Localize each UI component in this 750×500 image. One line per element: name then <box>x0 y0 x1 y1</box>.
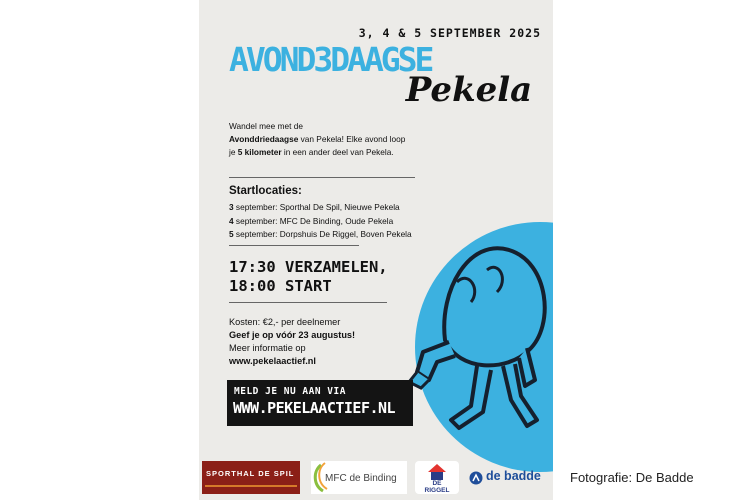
locations-list <box>229 201 412 242</box>
sponsor-name: SPORTHAL DE SPIL <box>206 469 295 478</box>
costs-info <box>229 316 355 368</box>
divider <box>229 302 387 303</box>
sponsor-name: de badde <box>486 469 541 483</box>
event-dates: 3, 4 & 5 SEPTEMBER 2025 <box>358 26 541 40</box>
register-deadline: Geef je op vóór 23 augustus! <box>229 330 356 340</box>
sponsor-logo-de-badde <box>469 461 547 494</box>
walking-figure-illustration <box>399 230 553 440</box>
gather-time: 17:30 VERZAMELEN, <box>229 258 388 276</box>
photo-credit: Fotografie: De Badde <box>570 470 694 485</box>
location-item: 4 september: MFC De Binding, Oude Pekela <box>229 215 394 226</box>
event-poster <box>199 0 553 500</box>
locations-heading: Startlocaties: <box>229 185 302 197</box>
event-subtitle: Pekela <box>405 70 533 110</box>
divider <box>229 177 415 178</box>
sponsor-logo-mfc-de-binding <box>311 461 407 494</box>
website-link[interactable]: www.pekelaactief.nl <box>229 356 316 366</box>
start-time: 18:00 START <box>229 277 332 295</box>
cta-heading: MELD JE NU AAN VIA <box>234 386 346 397</box>
cta-url: WWW.PEKELAACTIEF.NL <box>233 399 396 417</box>
intro-bold2: 5 kilometer <box>237 146 282 157</box>
time-info <box>229 258 388 296</box>
sponsor-logo-de-riggel <box>415 461 459 494</box>
intro-part3: in een ander deel van Pekela. <box>281 146 394 157</box>
sponsor-logo-sporthal-de-spil <box>202 461 300 494</box>
house-icon <box>426 463 448 481</box>
sponsor-name: DE RIGGEL <box>424 480 450 494</box>
divider <box>229 245 359 246</box>
more-info-text: Meer informatie op <box>229 343 306 353</box>
intro-text <box>229 120 409 158</box>
logo-stripe <box>205 485 297 487</box>
intro-bold1: Avonddriedaagse <box>229 133 299 144</box>
location-item: 3 september: Sporthal De Spil, Nieuwe Pekela <box>229 202 400 212</box>
badde-logo-icon <box>469 471 483 485</box>
sponsor-name: MFC de Binding <box>325 473 397 484</box>
intro-part1: Wandel mee met de <box>229 121 303 131</box>
event-title: AVOND3DAAGSE <box>229 40 432 79</box>
location-item: 5 september: Dorpshuis De Riggel, Boven Pekela <box>229 229 412 239</box>
register-banner[interactable] <box>227 380 413 426</box>
costs-text: Kosten: €2,- per deelnemer <box>229 317 341 327</box>
intro-part2: van Pekela! Elke avond loop je <box>229 133 406 157</box>
